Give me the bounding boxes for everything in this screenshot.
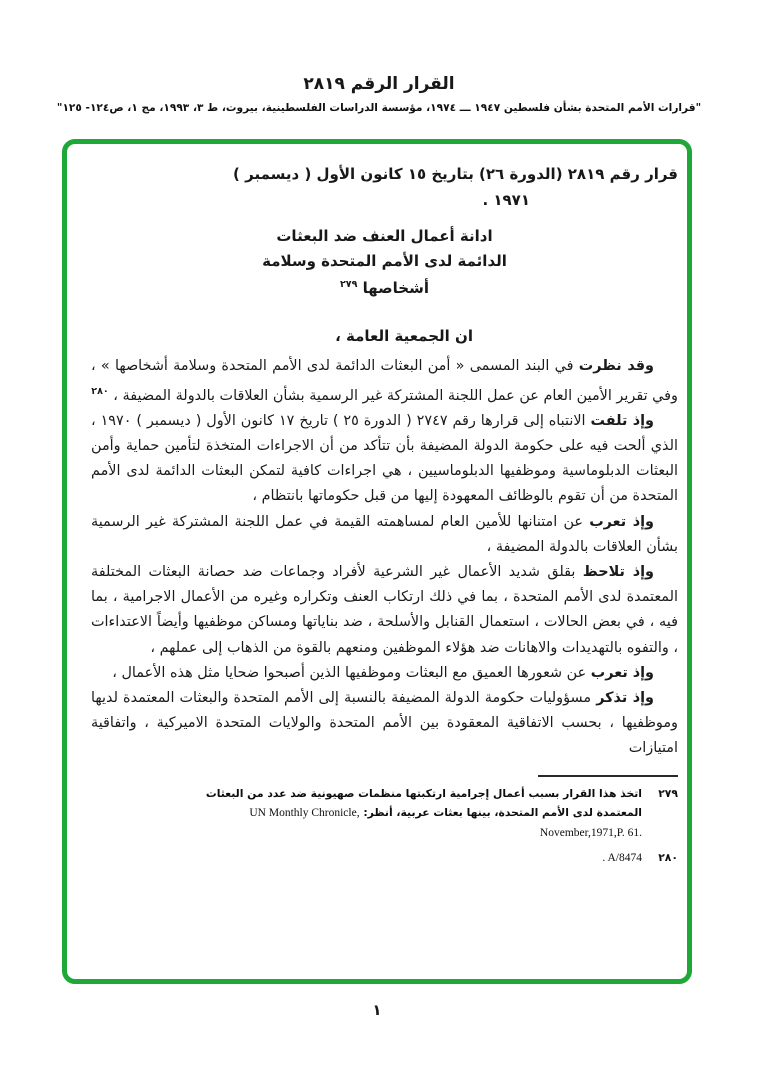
footnote-ref-279: ٢٧٩ [339,279,358,290]
resolution-title-line3 [91,273,678,301]
footnote-number: ٢٧٩ [658,786,678,800]
paragraph-lead: وإذ تلاحظ [582,563,654,580]
footnote-separator [538,775,678,777]
footnote-279-line2 [91,803,642,823]
footnote-279 [91,784,678,843]
footnotes-section [91,784,678,868]
footnote-ref-280: ٢٨٠ [91,385,109,397]
resolution-heading-line1: قرار رقم ٢٨١٩ (الدورة ٢٦) بتاريخ ١٥ كانون الأول ( ديسمبر ) [233,165,678,183]
footnote-279-line2-ar: المعتمدة لدى الأمم المتحدة، بينها بعثات عربية، أنظر: [363,805,642,819]
resolution-box [62,139,692,984]
resolution-paragraph-4 [91,560,678,661]
footnote-text [91,848,642,868]
resolution-paragraph-5 [91,661,678,686]
paragraph-lead: وإذ تذكر [596,689,654,706]
resolution-paragraph-2 [91,409,678,510]
resolution-title [91,224,678,301]
paragraph-text: في البند المسمى « أمن البعثات الدائمة لدى الأمم المتحدة وسلامة أشخاصها » ، وفي تقرير الأمين العام عن عمل اللجنة المشتركة غير الرسمية بشأن العلاقات بالدولة المضيفة ، [91,357,678,404]
paragraph-lead: وإذ تعرب [589,513,655,530]
source-citation: "قرارات الأمم المتحدة بشأن فلسطين ١٩٤٧ ـــ ١٩٧٤، مؤسسة الدراسات الفلسطينية، بيروت، ط ٣، ١٩٩٣، مج ١، ص١٢٤- ١٢٥" [56,102,702,114]
paragraph-text: الانتباه إلى قرارها رقم ٢٧٤٧ ( الدورة ٢٥ ) تاريخ ١٧ كانون الأول ( ديسمبر ) ١٩٧٠ ، الذي ألحت فيه على حكومة الدولة المضيفة بأن تتأكد من أن الاجراءات المتخذة لتأمين حماية وأمن البعثات الدبلوماسية وموظفيها الدبلوماسيين ، هي اجراءات كافية لتمكن البعثات الدائمة لدى الأمم المتحدة من أن تقوم بالوظائف المعهودة إليها من قبل حكوماتها بانتظام ، [91,412,678,505]
footnote-280 [91,848,678,868]
resolution-title-line2: الدائمة لدى الأمم المتحدة وسلامة [262,251,507,270]
footnote-279-line3 [91,823,642,843]
paragraph-lead: وإذ تعرب [590,664,654,681]
paragraph-lead: وإذ تلفت [590,412,654,429]
footnote-number: ٢٨٠ [658,850,678,864]
paragraph-text: عن شعورها العميق مع البعثات وموظفيها الذين أصبحوا ضحايا مثل هذه الأعمال ، [112,664,591,681]
paragraph-text: عن امتنانها للأمين العام لمساهمته القيمة في عمل اللجنة المشتركة غير الرسمية بشأن العلاقات بالدولة المضيفة ، [91,513,678,555]
paragraph-lead: وقد نظرت [578,357,654,374]
resolution-paragraph-3 [91,510,678,560]
footnote-280-text-en: . A/8474 [602,851,642,864]
resolution-heading-line2: ١٩٧١ . [482,191,530,209]
paragraph-text: مسؤوليات حكومة الدولة المضيفة بالنسبة إلى الأمم المتحدة والبعثات المعتمدة لديها وموظفيها ، بحسب الاتفاقية المعقودة بين الأمم المتحدة والولايات المتحدة الاميركية ، واتفاقية امتيازات [91,689,678,757]
resolution-heading [91,161,678,213]
page-number: ١ [372,1001,382,1019]
paragraph-text: بقلق شديد الأعمال غير الشرعية لأفراد وجماعات ضد حصانة البعثات المختلفة المعتمدة لدى الأمم المتحدة ، بما في ذلك ارتكاب العنف وتكراره وغيره من الأعمال الاجرامية ، بما فيه ، في بعض الحالات ، استعمال القنابل والأسلحة ، ضد بناياتها ومساكن موظفيها وأيضاً الاعتداءات ، والتفوه بالتهديدات والاهانات ضد هؤلاء الموظفين ومنعهم بالقوة من الذهاب إلى عملهم ، [91,563,678,656]
footnote-279-line1: اتخذ هذا القرار بسبب أعمال إجرامية ارتكبتها منظمات صهيونية ضد عدد من البعثات [205,786,642,800]
resolution-paragraph-6 [91,686,678,762]
resolution-title-line1: ادانة أعمال العنف ضد البعثات [276,227,493,245]
footnote-279-line3-en: November,1971,P. 61. [539,826,642,839]
footnote-text [91,784,642,843]
resolution-paragraph-1 [91,354,678,409]
resolution-opening: ان الجمعية العامة ، [335,326,473,345]
resolution-title-line3-text: أشخاصها [362,279,429,297]
page-title: القرار الرقم ٢٨١٩ [303,74,455,94]
page-header [0,0,758,114]
footnote-279-line2-en: UN Monthly Chronicle, [249,806,360,819]
